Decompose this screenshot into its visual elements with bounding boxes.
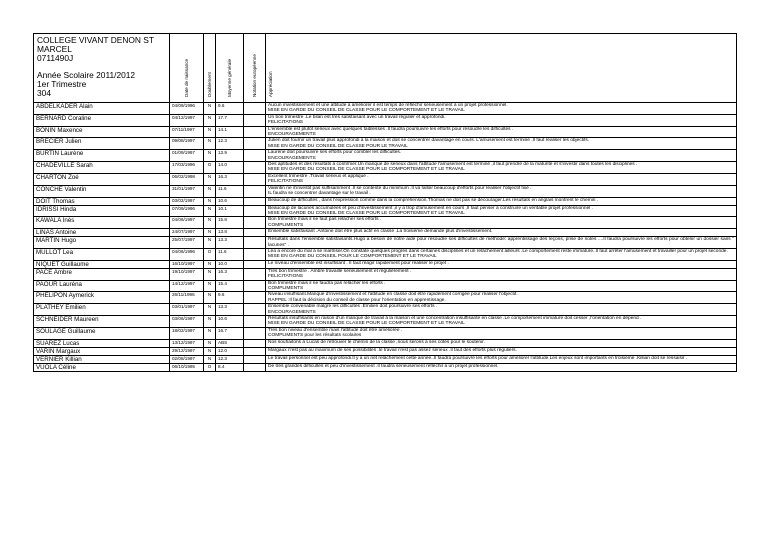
european-notation [244,280,266,292]
birth-date: 26/11/1996 [170,292,204,304]
school-info-block [34,34,170,103]
column-header-appreciation: Appréciation [266,34,737,103]
student-name: PLATHEY Emilien [34,304,170,316]
european-notation [244,268,266,280]
student-name: CONCHE Valentin [34,185,170,197]
european-notation [244,150,266,162]
birth-date: 04/06/1996 [170,248,204,260]
column-header-average: Moyenne générale [216,34,244,103]
european-notation [244,327,266,339]
table-row [34,114,737,126]
birth-date: 14/12/1997 [170,280,204,292]
table-row [34,185,737,197]
student-name: LINAS Antoine [34,229,170,237]
general-average: 11.6 [216,185,244,197]
student-name: VARIN Margaux [34,347,170,355]
appreciation-line: Le travail personnel est peu approfondi.Il y a un net relâchement cette année..Il faudra poursuivre les efforts pour améliorer l'attitude.Les enjeux sont importants en troisième .Killian doit se ressaisir . [268,355,688,361]
appreciation-line: Margaux n'est pas au maximum de ses possibilités .le travail n'est pas assez sérieux .Il faut des efforts plus réguliers. [268,347,517,353]
general-average: 14.0 [216,162,244,174]
table-row [34,355,737,363]
table-row [34,162,737,174]
appreciation-line: COMPLIMENTS pour les résultats scolaires [268,333,362,339]
general-average: 13.9 [216,150,244,162]
appreciation-line: MISE EN GARDE DU CONSEIL DE CLASSE POUR LE COMPORTEMENT ET LE TRAVAIL [268,167,465,173]
appreciation-line: MISE EN GARDE DU CONSEIL POUR LE COMPORTEMENT ET LE TRAVAIL [268,254,437,260]
class-report-table [33,33,737,372]
general-average: 15.4 [216,280,244,292]
appreciation [266,185,737,197]
birth-date: 06/10/1995 [170,363,204,371]
appreciation-line: IL faudra se concentrer davantage sur le travail . [268,191,371,197]
appreciation [266,292,737,304]
general-average: 16.3 [216,173,244,185]
european-notation [244,355,266,363]
appreciation-line: Excellent trimestre .Travail sérieux et appliqué . [268,173,369,179]
european-notation [244,126,266,138]
appreciation-line: L'ensemble est plutôt sérieux avec quelques faiblesses .Il faudra poursuivre les efforts pour résoudre les difficultés . [268,126,514,132]
repeat-flag: N [204,292,216,304]
appreciation-line: Laurène doit poursuivre ses efforts pour combler les difficultés. [268,150,402,156]
appreciation-line: Très bon niveau d'ensemble mais l'attitude doit être améliorée . [268,327,403,333]
european-notation [244,347,266,355]
birth-date: 04/06/1997 [170,217,204,229]
european-notation [244,197,266,205]
appreciation-line: MISE EN GARDE DU CONSEIL DE CLASSE POUR LE TRAVAIL [268,143,408,149]
column-header-date: Date de naissance [170,34,204,103]
table-row [34,363,737,371]
student-name: VERNIER Killian [34,355,170,363]
table-row [34,229,737,237]
repeat-flag: N [204,316,216,328]
school-code: 0711490J [37,53,74,63]
repeat-flag: N [204,355,216,363]
table-row [34,138,737,150]
birth-date: 09/08/1997 [170,138,204,150]
appreciation-line: Des aptitudes et des résultats à confirmer.Un manque de sérieux dans l'attitude l'amusement est terminé ,il faut prendre de la maturité et s'investir dans toutes les disciplines . [268,162,638,168]
student-name: SCHNEIDER Maureen [34,316,170,328]
student-name: CHADEVILLE Sarah [34,162,170,174]
repeat-flag: N [204,205,216,217]
appreciation-line: Niveau insuffisant.Manque d'investissement et l'attitude en classe doit être rapidement corrigée pour réaliser l'objectif. [268,292,518,298]
european-notation [244,114,266,126]
general-average: 12.0 [216,347,244,355]
general-average: 9.6 [216,103,244,115]
general-average: 12.3 [216,138,244,150]
student-name: MARTIN Hugo [34,237,170,249]
birth-date: 03/06/1997 [170,316,204,328]
appreciation-line: MISE EN GARDE DU CONSEIL DE CLASSE POUR LE COMPORTEMENT ET LE TRAVAIL [268,210,465,216]
general-average: 17.7 [216,114,244,126]
appreciation-line: ENCOURAGEMENTS [268,132,316,138]
student-name: KAWALA Inès [34,217,170,229]
general-average: 12.3 [216,355,244,363]
appreciation-line: Bon trimestre mais il ne faut pas relâcher ses efforts . [268,217,382,223]
school-name-line1: COLLEGE VIVANT DENON ST [37,35,154,45]
general-average: 13.3 [216,237,244,249]
table-row [34,197,737,205]
appreciation-line: MISE EN GARDE DU CONSEIL DE CLASSE POUR LE COMPORTEMENT ET LE TRAVAIL [268,108,465,114]
appreciation [266,217,737,229]
appreciation-line: COMPLIMENTS [268,222,304,228]
birth-date: 02/08/1997 [170,355,204,363]
birth-date: 03/01/1997 [170,304,204,316]
repeat-flag: N [204,114,216,126]
student-name: BONIN Maxence [34,126,170,138]
european-notation [244,185,266,197]
table-row [34,268,737,280]
european-notation [244,229,266,237]
general-average: 15.8 [216,217,244,229]
european-notation [244,363,266,371]
appreciation-line: Léa a encore du mal à se maîtriser.On constate quelques progrès dans certaines disciplines et un relâchement ailleurs .Le comportement reste immature..Il faut arrêter l'amusement et travailler pour un projet seconde. [268,248,728,254]
class-label: 304 [37,88,51,98]
birth-date: 01/09/1997 [170,150,204,162]
general-average: 10.0 [216,260,244,268]
student-name: MULLOT Lea [34,248,170,260]
repeat-flag: N [204,304,216,316]
appreciation-line: Résultats insuffisants en raison d'un manque de travail à la maison et une concentration insuffisante en classe .Le comportement immature doit cesser ,l'orientation en dépend . [268,316,642,321]
repeat-flag: N [204,268,216,280]
general-average: 16.7 [216,327,244,339]
general-average: 10.6 [216,316,244,328]
repeat-flag: O [204,248,216,260]
general-average: 10.1 [216,205,244,217]
appreciation-line: Ensemble convenable malgré les difficultés .Emilien doit poursuivre ses efforts . [268,304,438,310]
appreciation [266,327,737,339]
appreciation-line: COMPLIMENTS [268,285,304,291]
table-row [34,292,737,304]
table-row [34,280,737,292]
student-name: PAOUR Lauréna [34,280,170,292]
appreciation-line: Beaucoup de difficultés , dans l'expression comme dans la compréhension.Thomas ne doit pas se décourager.Les résultats en anglais montrent le chemin . [268,197,599,203]
column-header-repeat: Doublement [204,34,216,103]
european-notation [244,217,266,229]
appreciation [266,197,737,205]
table-row [34,205,737,217]
appreciation-line: ENCOURAGEMENTS [268,309,316,315]
appreciation-line: FELICITATIONS [268,120,304,126]
birth-date: 25/07/1997 [170,237,204,249]
european-notation [244,316,266,328]
repeat-flag: O [204,162,216,174]
appreciation [266,363,737,371]
repeat-flag: N [204,327,216,339]
student-name: NIQUET Guillaume [34,260,170,268]
table-row [34,316,737,328]
appreciation-line: Aucun investissement et une attitude à améliorer il est temps de réfléchir sérieusement à un projet professionnel. [268,103,508,108]
appreciation [266,260,737,268]
appreciation [266,114,737,126]
appreciation [266,173,737,185]
student-name: VUOLA Céline [34,363,170,371]
birth-date: 13/12/1997 [170,339,204,347]
student-name: PHELIPON Aymerick [34,292,170,304]
student-name: PACE Ambre [34,268,170,280]
appreciation-line: Bon trimestre mais il ne faudra pas relâcher les efforts . [268,280,386,286]
school-name-line2: MARCEL [37,44,72,54]
student-name: BERNARD Coraline [34,114,170,126]
table-row [34,248,737,260]
birth-date: 31/01/1997 [170,185,204,197]
appreciation [266,205,737,217]
student-name: SOULAGE Guillaume [34,327,170,339]
appreciation [266,347,737,355]
table-row [34,173,737,185]
birth-date: 04/12/1997 [170,114,204,126]
appreciation-line: Beaucoup de lacunes accumulées et peu d'investissement ,il y a trop d'amusement en cours ,Il faut penser à construire un véritable projet professionnel . [268,205,594,211]
repeat-flag: N [204,229,216,237]
repeat-flag: O [204,363,216,371]
general-average: 14.1 [216,126,244,138]
table-row [34,217,737,229]
general-average: 8.4 [216,363,244,371]
appreciation-line: Un bon trimestre .Le bilan est très satisfaisant avec un travail régulier et approfondi. [268,114,446,120]
birth-date: 24/07/1997 [170,229,204,237]
appreciation-line: Ensemble satisfaisant .Antoine doit être plus actif en classe .La troisième demande plus d'investissement. [268,229,493,235]
table-row [34,339,737,347]
repeat-flag: N [204,347,216,355]
appreciation [266,150,737,162]
repeat-flag: N [204,173,216,185]
appreciation [266,248,737,260]
student-name: BRECIER Julien [34,138,170,150]
appreciation-line: Très bon trimestre . Ambre travaille sérieusement et régulièrement . [268,268,412,274]
european-notation [244,162,266,174]
appreciation-line: FELICITATIONS [268,274,304,280]
birth-date: 03/02/1997 [170,197,204,205]
european-notation [244,304,266,316]
general-average: 13.8 [216,229,244,237]
general-average: 11.6 [216,248,244,260]
repeat-flag: N [204,197,216,205]
european-notation [244,103,266,115]
repeat-flag: N [204,138,216,150]
repeat-flag: N [204,185,216,197]
appreciation [266,162,737,174]
appreciation [266,316,737,328]
appreciation [266,237,737,249]
repeat-flag: N [204,150,216,162]
appreciation-line: Nos souhaitons à Lucas de retrouver le chemin de la classe ,nous serons à ses côtés pour le soutenir. [268,339,485,345]
repeat-flag: N [204,237,216,249]
appreciation-line: De très grandes difficultés et peu d'investissement .Il faudra sérieusement réfléchir à un projet professionnel. [268,363,499,369]
table-row [34,150,737,162]
birth-date: 19/10/1997 [170,268,204,280]
european-notation [244,292,266,304]
general-average: 13.3 [216,304,244,316]
appreciation-line: RAPPEL :Il faut la décision du conseil de classe pour l'orientation en apprentissage. [268,297,446,303]
appreciation [266,126,737,138]
student-rows [34,103,737,372]
general-average: 9.6 [216,292,244,304]
table-header-row [34,34,737,103]
appreciation-line: MISE EN GARDE DU CONSEIL DE CLASSE POUR LE COMPORTEMENT ET LE TRAVAIL [268,321,465,327]
student-name: ABDELKADER Alain [34,103,170,115]
appreciation-line: ENCOURAGEMENTS [268,155,316,161]
birth-date: 29/12/1997 [170,347,204,355]
european-notation [244,260,266,268]
table-row [34,347,737,355]
repeat-flag: N [204,339,216,347]
repeat-flag: N [204,217,216,229]
appreciation-line: Le niveau d'ensemble est insuffisant . Il faut réagir rapidement pour réaliser le projet . [268,260,449,266]
european-notation [244,248,266,260]
appreciation [266,339,737,347]
appreciation-line: FELICITATIONS [268,179,304,185]
european-notation [244,237,266,249]
general-average: 10.6 [216,197,244,205]
student-name: IDRISSI Hinda [34,205,170,217]
appreciation [266,355,737,363]
birth-date: 17/03/1996 [170,162,204,174]
table-row [34,260,737,268]
term-label: 1er Trimestre [37,79,87,89]
birth-date: 07/11/1997 [170,126,204,138]
birth-date: 06/02/1998 [170,173,204,185]
general-average: 16.3 [216,268,244,280]
birth-date: 04/09/1996 [170,103,204,115]
table-row [34,126,737,138]
appreciation [266,304,737,316]
european-notation [244,339,266,347]
european-notation [244,138,266,150]
appreciation-line: Valentin ne s'investit pas suffisamment .Il se contente du minimum .Il va falloir beaucoup d'efforts pour réaliser l'objectif fixé . [268,185,532,191]
appreciation [266,268,737,280]
table-row [34,237,737,249]
student-name: SUAREZ Lucas [34,339,170,347]
table-row [34,103,737,115]
table-row [34,304,737,316]
general-average: ABS [216,339,244,347]
european-notation [244,205,266,217]
student-name: DOIT Thomas [34,197,170,205]
school-year: Année Scolaire 2011/2012 [37,70,136,80]
birth-date: 18/02/1997 [170,327,204,339]
student-name: CHARTON Zoé [34,173,170,185]
birth-date: 07/09/1996 [170,205,204,217]
repeat-flag: N [204,280,216,292]
european-notation [244,173,266,185]
repeat-flag: N [204,260,216,268]
table-row [34,327,737,339]
birth-date: 16/10/1997 [170,260,204,268]
appreciation [266,280,737,292]
student-name: BURTIN Laurène [34,150,170,162]
appreciation [266,229,737,237]
repeat-flag: N [204,126,216,138]
appreciation-line: Résultats dans l'ensemble satisfaisants.Hugo a besoin de notre aide pour résoudre ses difficultés de méthode: apprentissage des leçons, prise de notes ....Il faudra poursuivre les efforts pour obtenir un dossier sans " lacunes" . [268,237,734,248]
column-header-european: Notation européenne [244,34,266,103]
appreciation [266,138,737,150]
appreciation-line: Julien doit fournir un travail plus approfondi à la maison et doit se concentrer davantage en cours. L'amusement est terminé .Il faut réaliser les objectifs. [268,138,590,144]
repeat-flag: N [204,103,216,115]
appreciation [266,103,737,115]
